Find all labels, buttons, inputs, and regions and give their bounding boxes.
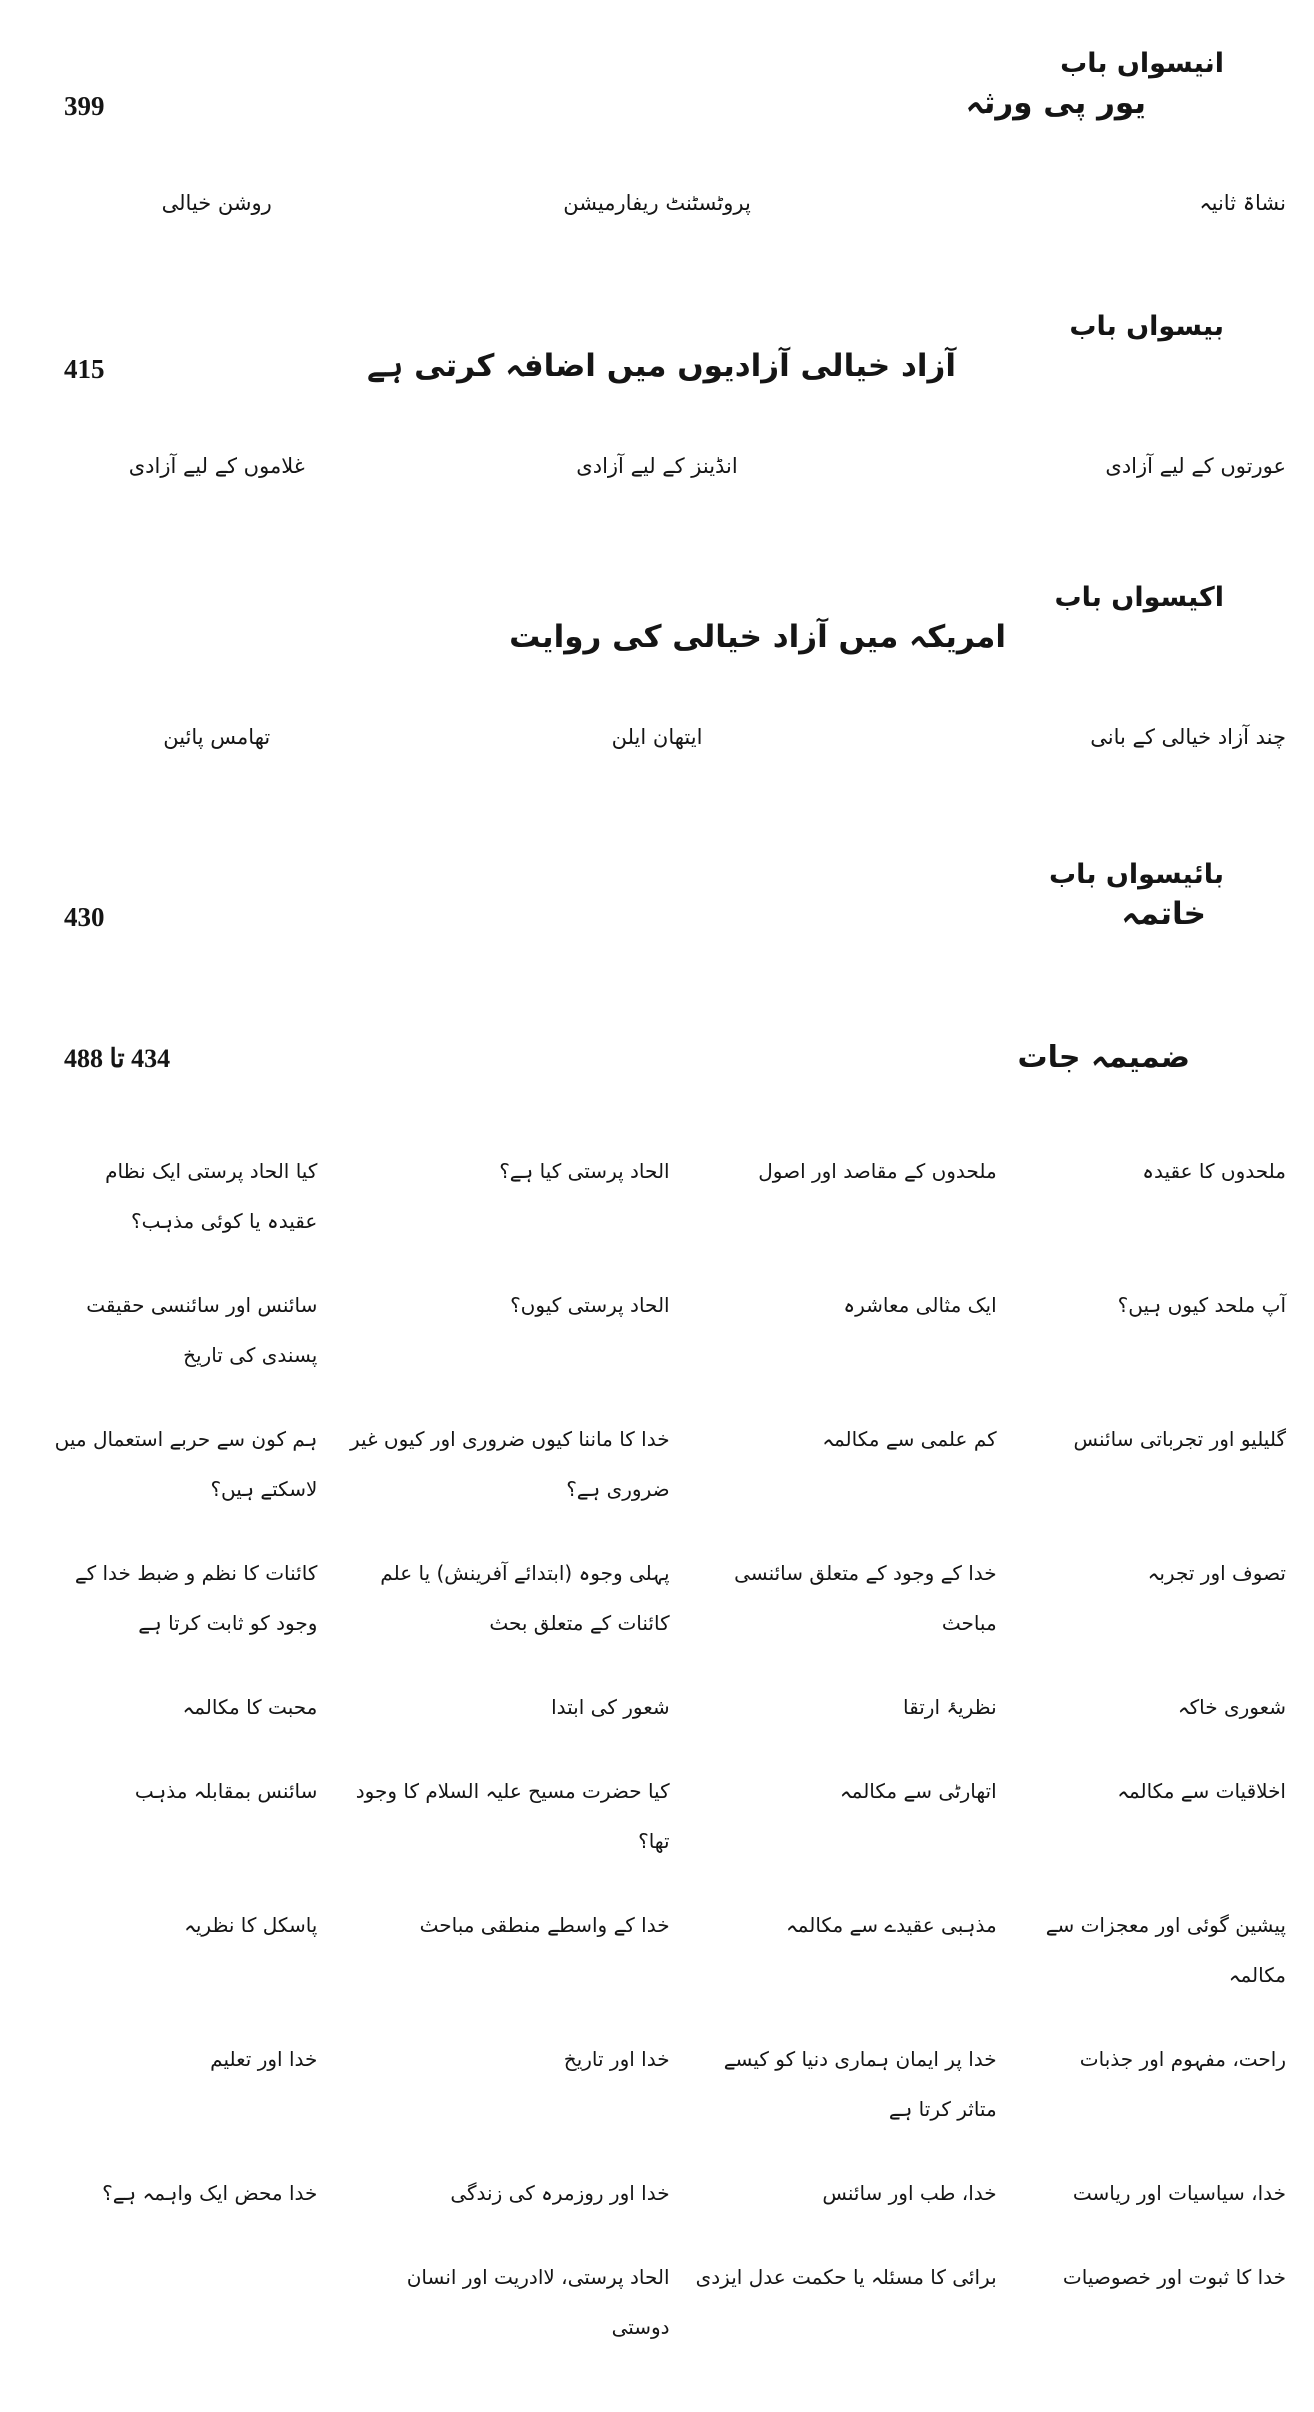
section-gap: [28, 478, 1286, 582]
appendix-item: ہم کون سے حربے استعمال میں لاسکتے ہیں؟: [54, 1427, 318, 1501]
appendix-item: ملحدوں کے مقاصد اور اصول: [758, 1159, 997, 1183]
appendix-item: کیا الحاد پرستی ایک نظام عقیدہ یا کوئی مذہب؟: [105, 1159, 318, 1233]
chapter-20-item-3: غلاموں کے لیے آزادی: [128, 454, 305, 478]
appendix-item: شعوری خاکہ: [1177, 1695, 1286, 1719]
appendix-item: خدا، سیاسیات اور ریاست: [1072, 2181, 1286, 2205]
chapter-21-title-row: [28, 619, 1286, 671]
appendix-item: برائی کا مسئلہ یا حکمت عدل ایزدی: [695, 2265, 997, 2289]
appendix-item: محبت کا مکالمہ: [182, 1695, 318, 1719]
appendix-item: خدا محض ایک واہمہ ہے؟: [102, 2181, 318, 2205]
appendix-item: سائنس بمقابلہ مذہب: [134, 1779, 318, 1803]
chapter-19-item-3: روشن خیالی: [161, 191, 272, 215]
appendix-grid: [28, 1146, 1286, 2352]
appendix-item: ایک مثالی معاشرہ: [843, 1293, 997, 1317]
appendix-item: راحت، مفہوم اور جذبات: [1079, 2047, 1286, 2071]
section-gap: [28, 948, 1286, 1040]
chapter-20-item-2: انڈینز کے لیے آزادی: [576, 454, 738, 478]
appendix-item: سائنس اور سائنسی حقیقت پسندی کی تاریخ: [86, 1293, 318, 1367]
chapter-19-title-row: [28, 85, 1286, 137]
appendix-item: الحاد پرستی، لاادریت اور انسان دوستی: [406, 2265, 670, 2339]
appendix-item: الحاد پرستی کیا ہے؟: [499, 1159, 670, 1183]
chapter-21-item-3: تھامس پائین: [163, 725, 271, 749]
appendix-item: کائنات کا نظم و ضبط خدا کے وجود کو ثابت کرتا ہے: [74, 1561, 318, 1635]
chapter-19-page-number: 399: [64, 91, 105, 121]
appendix-item: الحاد پرستی کیوں؟: [510, 1293, 670, 1317]
chapter-22-title-row: [28, 896, 1286, 948]
chapter-19-item-1: نشاۃ ثانیہ: [1199, 191, 1286, 215]
appendix-item: پہلی وجوہ (ابتدائے آفرینش) یا علم کائنات کے متعلق بحث: [380, 1561, 670, 1635]
appendix-item: خدا کے وجود کے متعلق سائنسی مباحث: [734, 1561, 997, 1635]
chapter-21-title: امریکہ میں آزاد خیالی کی روایت: [509, 619, 1006, 655]
chapter-20-items: [28, 454, 1286, 478]
chapter-20-item-1: عورتوں کے لیے آزادی: [1105, 454, 1286, 478]
appendix-item: نظریۂ ارتقا: [903, 1695, 997, 1719]
chapter-20-section: [28, 311, 1286, 478]
appendix-page-range: 434 تا 488: [64, 1044, 171, 1073]
appendix-item: خدا اور تاریخ: [563, 2047, 670, 2071]
appendix-title: ضمیمہ جات: [1017, 1040, 1190, 1075]
chapter-20-title: آزاد خیالی آزادیوں میں اضافہ کرتی ہے: [366, 348, 956, 384]
appendix-item: کیا حضرت مسیح علیہ السلام کا وجود تھا؟: [355, 1779, 670, 1853]
chapter-22-section: [28, 859, 1286, 948]
appendix-item: اخلاقیات سے مکالمہ: [1117, 1779, 1286, 1803]
chapter-19-section: [28, 48, 1286, 215]
appendix-item: تصوف اور تجربہ: [1147, 1561, 1286, 1585]
appendix-item: خدا کا ماننا کیوں ضروری اور کیوں غیر ضروری ہے؟: [350, 1427, 670, 1501]
chapter-22-header: بائیسواں باب: [1049, 859, 1224, 890]
section-gap: [28, 749, 1286, 859]
chapter-21-item-2: ایتھان ایلن: [611, 725, 703, 749]
chapter-22-title: خاتمہ: [1121, 896, 1206, 932]
appendix-item: خدا اور تعلیم: [210, 2047, 318, 2071]
appendix-item: خدا، طب اور سائنس: [822, 2181, 997, 2205]
appendix-item: پیشین گوئی اور معجزات سے مکالمہ: [1045, 1913, 1286, 1987]
appendix-item: پاسکل کا نظریہ: [184, 1913, 318, 1937]
appendix-item: آپ ملحد کیوں ہیں؟: [1117, 1293, 1286, 1317]
chapter-19-item-2: پروٹسٹنٹ ریفارمیشن: [563, 191, 751, 215]
appendix-header-row: [28, 1040, 1286, 1096]
chapter-20-header: بیسواں باب: [1069, 311, 1224, 342]
appendix-item: خدا اور روزمرہ کی زندگی: [450, 2181, 670, 2205]
appendix-item: شعور کی ابتدا: [551, 1695, 670, 1719]
appendix-item: مذہبی عقیدے سے مکالمہ: [785, 1913, 997, 1937]
chapter-20-page-number: 415: [64, 354, 105, 384]
appendix-item: ملحدوں کا عقیدہ: [1142, 1159, 1286, 1183]
chapter-20-title-row: [28, 348, 1286, 400]
appendix-item: کم علمی سے مکالمہ: [822, 1427, 997, 1451]
appendix-item: خدا کے واسطے منطقی مباحث: [419, 1913, 670, 1937]
appendix-item: خدا کا ثبوت اور خصوصیات: [1062, 2265, 1286, 2289]
chapter-21-section: [28, 582, 1286, 749]
appendix-item: اتھارٹی سے مکالمہ: [839, 1779, 997, 1803]
chapter-21-item-1: چند آزاد خیالی کے بانی: [1090, 725, 1286, 749]
appendix-item: [28, 2252, 317, 2352]
chapter-21-items: [28, 725, 1286, 749]
appendix-section: [28, 1040, 1286, 2352]
appendix-item: خدا پر ایمان ہماری دنیا کو کیسے متاثر کرتا ہے: [723, 2047, 997, 2121]
chapter-19-title: یور پی ورثہ: [965, 85, 1146, 121]
chapter-19-header: انیسواں باب: [1060, 48, 1224, 79]
chapter-22-page-number: 430: [64, 902, 105, 932]
chapter-21-header: اکیسواں باب: [1054, 582, 1224, 613]
appendix-item: گلیلیو اور تجرباتی سائنس: [1073, 1427, 1286, 1451]
chapter-19-items: [28, 191, 1286, 215]
section-gap: [28, 215, 1286, 311]
